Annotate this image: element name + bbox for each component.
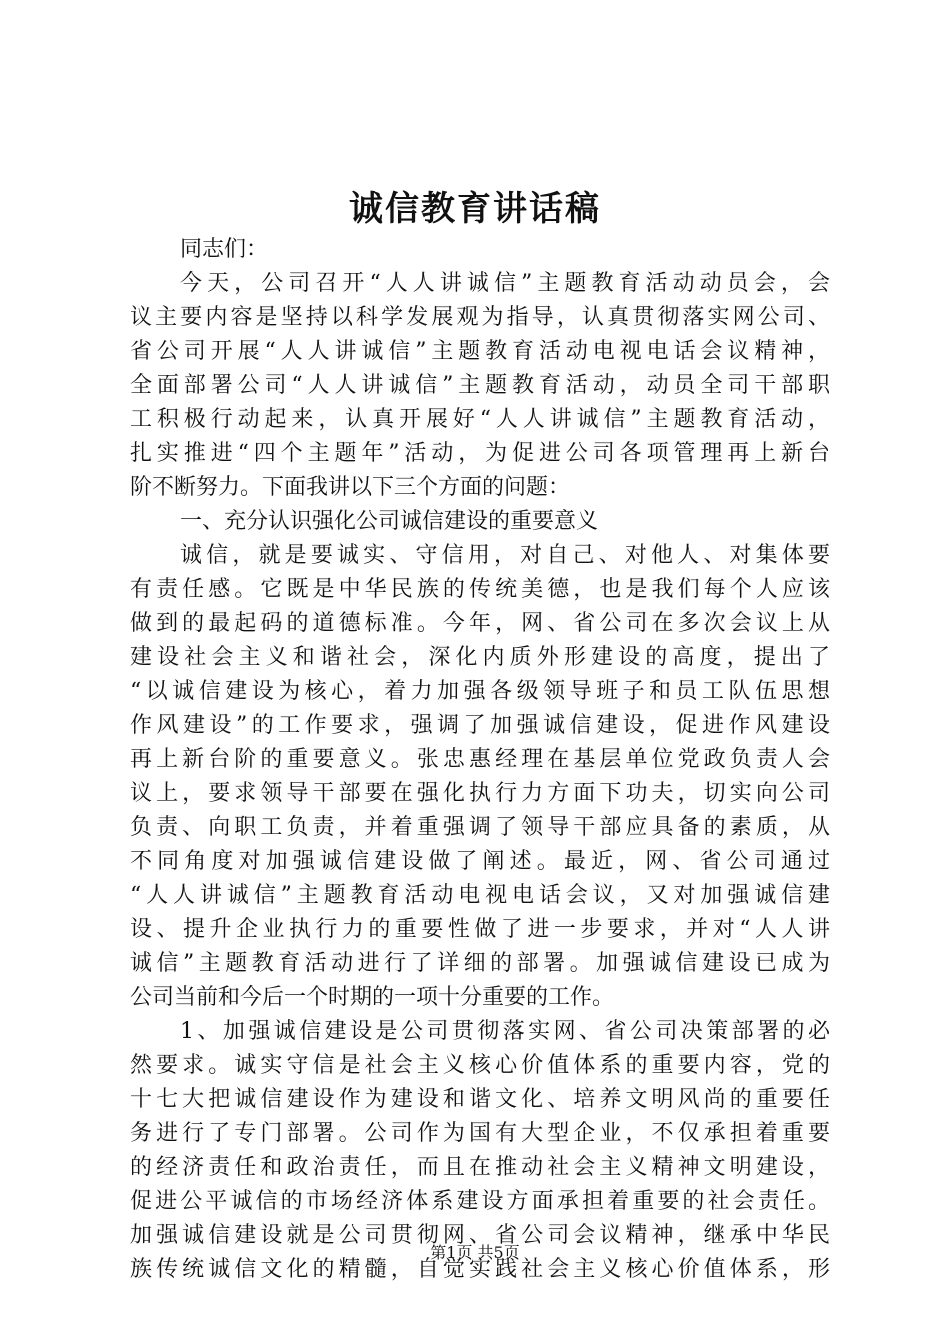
text-line: 不同角度对加强诚信建设做了阐述。最近，网、省公司通过 bbox=[130, 849, 830, 874]
text-line: 族传统诚信文化的精髓，自觉实践社会主义核心价值体系，形 bbox=[130, 1257, 830, 1282]
text-line: 1、加强诚信建设是公司贯彻落实网、省公司决策部署的必 bbox=[180, 1019, 830, 1044]
text-line: 加强诚信建设就是公司贯彻网、省公司会议精神，继承中华民 bbox=[130, 1223, 830, 1248]
text-line: 扎实推进“四个主题年”活动，为促进公司各项管理再上新台 bbox=[130, 441, 830, 466]
text-line: 全面部署公司“人人讲诚信”主题教育活动，动员全司干部职 bbox=[130, 373, 830, 398]
text-line: 议主要内容是坚持以科学发展观为指导，认真贯彻落实网公司、 bbox=[130, 305, 830, 330]
text-line: 一、充分认识强化公司诚信建设的重要意义 bbox=[180, 509, 599, 534]
text-line: 十七大把诚信建设作为建设和谐文化、培养文明风尚的重要任 bbox=[130, 1087, 830, 1112]
text-line: “人人讲诚信”主题教育活动电视电话会议，又对加强诚信建 bbox=[130, 883, 830, 908]
page-footer: 第1页 共5页 bbox=[430, 1243, 520, 1262]
text-line: 同志们： bbox=[180, 237, 269, 262]
text-line: 的经济责任和政治责任，而且在推动社会主义精神文明建设， bbox=[130, 1155, 830, 1180]
text-line: 省公司开展“人人讲诚信”主题教育活动电视电话会议精神， bbox=[130, 339, 830, 364]
text-line: 作风建设”的工作要求，强调了加强诚信建设，促进作风建设 bbox=[130, 713, 830, 738]
text-line: 做到的最起码的道德标准。今年，网、省公司在多次会议上从 bbox=[130, 611, 830, 636]
text-line: 务进行了专门部署。公司作为国有大型企业，不仅承担着重要 bbox=[130, 1121, 830, 1146]
text-line: 负责、向职工负责，并着重强调了领导干部应具备的素质，从 bbox=[130, 815, 830, 840]
document-title: 诚信教育讲话稿 bbox=[349, 189, 601, 229]
text-line: 诚信”主题教育活动进行了详细的部署。加强诚信建设已成为 bbox=[130, 951, 830, 976]
text-line: 今天，公司召开“人人讲诚信”主题教育活动动员会，会 bbox=[180, 271, 830, 296]
text-line: 建设社会主义和谐社会，深化内质外形建设的高度，提出了 bbox=[130, 645, 830, 670]
text-line: 再上新台阶的重要意义。张忠惠经理在基层单位党政负责人会 bbox=[130, 747, 830, 772]
text-line: 促进公平诚信的市场经济体系建设方面承担着重要的社会责任。 bbox=[130, 1189, 830, 1214]
text-line: 有责任感。它既是中华民族的传统美德，也是我们每个人应该 bbox=[130, 577, 830, 602]
text-line: 设、提升企业执行力的重要性做了进一步要求，并对“人人讲 bbox=[130, 917, 830, 942]
document-body bbox=[130, 233, 830, 1287]
text-line: 阶不断努力。下面我讲以下三个方面的问题： bbox=[130, 475, 571, 500]
text-line: 议上，要求领导干部要在强化执行力方面下功夫，切实向公司 bbox=[130, 781, 830, 806]
text-line: 工积极行动起来，认真开展好“人人讲诚信”主题教育活动， bbox=[130, 407, 830, 432]
text-line: 公司当前和今后一个时期的一项十分重要的工作。 bbox=[130, 985, 615, 1010]
text-line: “以诚信建设为核心，着力加强各级领导班子和员工队伍思想 bbox=[130, 679, 830, 704]
text-line: 诚信，就是要诚实、守信用，对自己、对他人、对集体要 bbox=[180, 543, 830, 568]
text-line: 然要求。诚实守信是社会主义核心价值体系的重要内容，党的 bbox=[130, 1053, 830, 1078]
